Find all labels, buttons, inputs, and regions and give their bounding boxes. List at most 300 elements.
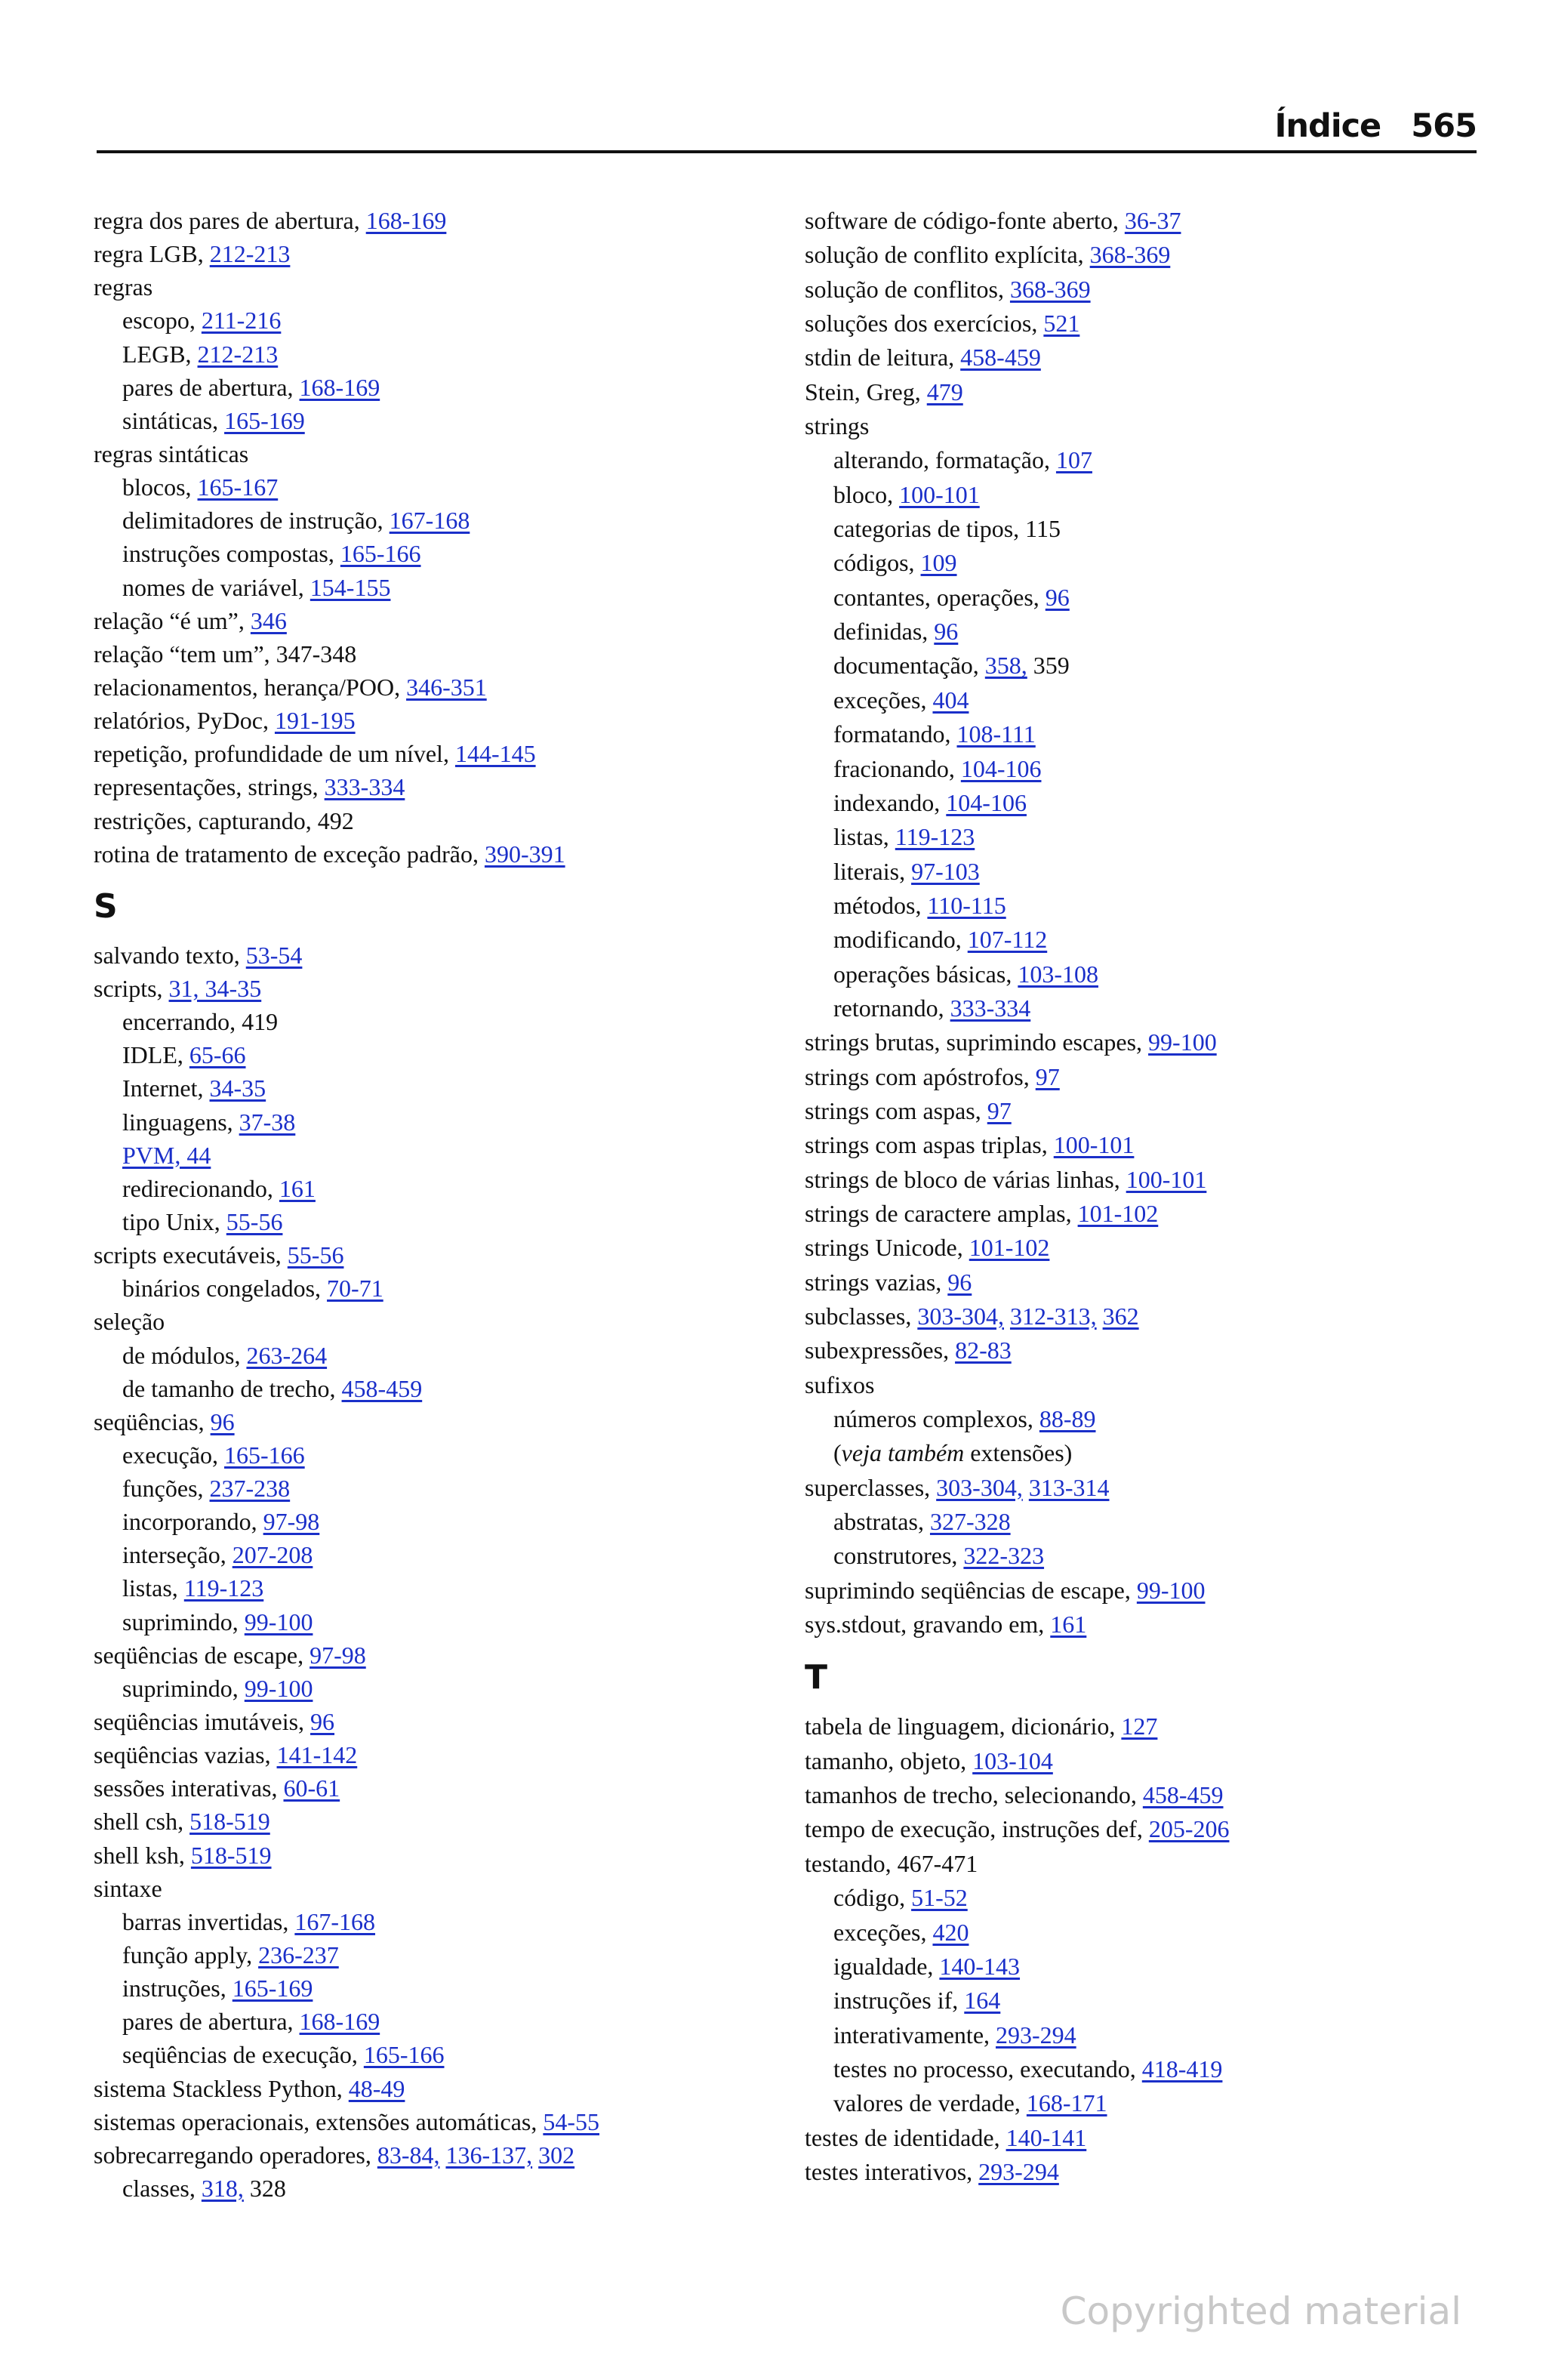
page-ref-link[interactable]: 96 <box>1045 583 1070 611</box>
page-ref-link[interactable]: 103-108 <box>1018 960 1098 988</box>
index-entry <box>94 671 773 704</box>
index-entry <box>94 939 773 972</box>
index-subentry <box>805 1881 1484 1915</box>
page-ref-link[interactable]: 322-323 <box>963 1542 1045 1570</box>
index-subentry <box>805 889 1484 923</box>
index-subentry <box>94 1938 773 1972</box>
entry-term: nomes de variável, <box>122 573 310 601</box>
index-subentry <box>94 1339 773 1372</box>
index-subentry <box>94 404 773 437</box>
entry-term: strings brutas, suprimindo escapes, <box>805 1028 1149 1056</box>
index-entry <box>94 1238 773 1272</box>
entry-term: barras invertidas, <box>122 1907 295 1935</box>
page-ref-link[interactable]: 161 <box>1050 1611 1087 1639</box>
page-ref-link[interactable]: 127 <box>1121 1713 1158 1740</box>
page-ref-link[interactable]: 303-304, <box>917 1303 1004 1330</box>
index-entry <box>805 1197 1484 1231</box>
entry-term: códigos, <box>833 549 921 577</box>
page-ref-link[interactable]: 108-111 <box>956 720 1036 748</box>
entry-term: escopo, <box>122 307 202 334</box>
entry-term: shell csh, <box>94 1808 190 1836</box>
entry-term: fracionando, <box>833 754 961 782</box>
index-subentry <box>94 371 773 404</box>
index-column-left <box>94 204 773 2205</box>
page-ref-link[interactable]: 327-328 <box>929 1508 1011 1536</box>
page-ref-link[interactable]: 167-168 <box>389 507 470 535</box>
page-ref-link[interactable]: 119-123 <box>183 1574 264 1602</box>
entry-term: instruções, <box>122 1975 233 2002</box>
index-subentry <box>94 338 773 371</box>
index-subentry <box>94 1272 773 1305</box>
page-ref-link[interactable]: 212-213 <box>197 340 279 368</box>
index-subentry <box>805 1402 1484 1436</box>
entry-term: tipo Unix, <box>122 1207 226 1235</box>
entry-term: incorporando, <box>122 1508 263 1536</box>
index-entry <box>805 1574 1484 1608</box>
entry-term: suprimindo, <box>122 1674 245 1702</box>
page-ref-link[interactable]: 140-143 <box>939 1952 1021 1980</box>
page-ref-link[interactable]: 53-54 <box>245 941 303 969</box>
entry-term: scripts executáveis, <box>94 1241 288 1269</box>
index-subentry <box>805 957 1484 991</box>
page-ref-link[interactable]: 165-169 <box>224 406 305 434</box>
page-ref-link[interactable]: 99-100 <box>244 1674 313 1702</box>
index-entry <box>805 2155 1484 2189</box>
page-ref-link[interactable]: 109 <box>920 549 957 577</box>
index-entry <box>805 1847 1484 1881</box>
page-number: 565 <box>1411 107 1477 145</box>
page-ref-link[interactable]: 97-98 <box>263 1508 320 1536</box>
page-ref-link[interactable]: 48-49 <box>348 2074 405 2102</box>
page-ref-link[interactable]: 479 <box>926 378 963 405</box>
page-ref-link[interactable]: 96 <box>934 618 959 646</box>
entry-term: relatórios, PyDoc, <box>94 707 275 735</box>
page-ref-link[interactable]: 420 <box>932 1918 969 1946</box>
index-subentry <box>805 786 1484 820</box>
page-ref-link[interactable]: 60-61 <box>283 1774 340 1802</box>
entry-term: literais, <box>833 857 912 885</box>
entry-term: rotina de tratamento de exceção padrão, <box>94 840 485 868</box>
entry-term: regra LGB, <box>94 240 210 268</box>
page-ref-link[interactable]: PVM, 44 <box>122 1141 211 1169</box>
entry-term: métodos, <box>833 891 928 919</box>
index-entry <box>805 307 1484 341</box>
index-subentry <box>805 752 1484 786</box>
index-subentry <box>805 683 1484 717</box>
index-entry <box>94 1305 773 1338</box>
copyright-watermark: Copyrighted material <box>1060 2289 1461 2333</box>
page-ref-link[interactable]: 104-106 <box>960 754 1042 782</box>
index-subentry <box>805 1916 1484 1950</box>
entry-term: solução de conflito explícita, <box>805 241 1090 269</box>
index-subentry <box>805 2052 1484 2086</box>
page-ref-link[interactable]: 101-102 <box>1077 1199 1159 1227</box>
page-ref-link[interactable]: 211-216 <box>201 307 282 334</box>
index-entry <box>94 1771 773 1805</box>
entry-term: solução de conflitos, <box>805 275 1010 303</box>
entry-term: tamanhos de trecho, selecionando, <box>805 1781 1143 1809</box>
index-subentry <box>94 537 773 570</box>
entry-term: shell ksh, <box>94 1841 191 1869</box>
index-entry <box>94 204 773 237</box>
index-entry <box>94 1805 773 1838</box>
index-subentry <box>805 1950 1484 1984</box>
index-entry <box>805 1163 1484 1197</box>
index-subentry <box>805 820 1484 854</box>
page-ref-link[interactable]: 99-100 <box>1136 1576 1206 1604</box>
entry-term: subclasses, <box>805 1303 918 1330</box>
page-ref-link[interactable]: 167-168 <box>294 1907 376 1935</box>
entry-term: binários congelados, <box>122 1275 328 1303</box>
page-ref-link[interactable]: 205-206 <box>1148 1815 1230 1843</box>
index-entry <box>94 604 773 637</box>
entry-term: regras <box>94 273 153 301</box>
page-ref-link[interactable]: 161 <box>279 1174 316 1202</box>
entry-term: contantes, operações, <box>833 583 1046 611</box>
entry-term: tamanho, objeto, <box>805 1746 973 1774</box>
entry-term: strings <box>805 412 870 440</box>
index-subentry <box>805 1436 1484 1470</box>
page-ref-link[interactable]: 191-195 <box>274 707 356 735</box>
entry-term: delimitadores de instrução, <box>122 507 390 535</box>
page-ref-link[interactable]: 404 <box>932 686 969 714</box>
index-subentry <box>94 1139 773 1172</box>
entry-term: blocos, <box>122 473 198 501</box>
index-entry <box>94 270 773 304</box>
entry-term: retornando, <box>833 994 950 1022</box>
entry-term: linguagens, <box>122 1108 239 1136</box>
page-ref-link[interactable]: 55-56 <box>287 1241 344 1269</box>
index-subentry <box>94 504 773 537</box>
page-ref-link[interactable]: 96 <box>210 1407 235 1435</box>
entry-term: suprimindo, <box>122 1608 245 1635</box>
index-subentry <box>805 2086 1484 2120</box>
page-ref-link[interactable]: 83-84, <box>377 2141 440 2169</box>
page-ref-link[interactable]: 212-213 <box>209 240 291 268</box>
index-entry <box>805 1744 1484 1778</box>
entry-term: regra dos pares de abertura, <box>94 207 366 234</box>
index-entry <box>805 341 1484 375</box>
entry-term: função apply, <box>122 1941 259 1969</box>
page-ref-link[interactable]: 302 <box>538 2141 575 2169</box>
entry-term: Internet, <box>122 1074 210 1102</box>
index-subentry <box>805 1539 1484 1573</box>
index-entry <box>805 375 1484 409</box>
page-ref-link[interactable]: 207-208 <box>232 1541 313 1569</box>
page-ref-link[interactable]: 318, <box>201 2175 244 2203</box>
page-ref-link[interactable]: 82-83 <box>955 1336 1012 1364</box>
page-ref-link[interactable]: 97 <box>1035 1062 1060 1090</box>
page-ref-link[interactable]: 107 <box>1055 446 1092 474</box>
page-ref-link[interactable]: 164 <box>964 1987 1001 2015</box>
page-ref-link[interactable]: 99-100 <box>1148 1028 1217 1056</box>
entry-term: sufixos <box>805 1370 875 1398</box>
index-subentry <box>805 581 1484 615</box>
index-entry <box>94 2105 773 2138</box>
page-ref-link[interactable]: 100-101 <box>1126 1165 1207 1193</box>
entry-term: strings de bloco de várias linhas, <box>805 1165 1126 1193</box>
page-ref-link[interactable]: 165-166 <box>363 2041 445 2069</box>
page-ref-link[interactable]: 458-459 <box>1142 1781 1224 1809</box>
page-ref-link[interactable]: 168-169 <box>299 373 380 401</box>
entry-term: stdin de leitura, <box>805 344 961 371</box>
page-ref-link[interactable]: 119-123 <box>895 823 975 851</box>
page-ref-link[interactable]: 99-100 <box>244 1608 313 1635</box>
page-ref-link[interactable]: 168-169 <box>365 207 447 234</box>
entry-term: sintáticas, <box>122 406 225 434</box>
page-ref-link[interactable]: 165-169 <box>232 1975 313 2002</box>
entry-term: interseção, <box>122 1541 233 1569</box>
page-ref-link[interactable]: 97 <box>987 1096 1012 1124</box>
page-ref-link[interactable]: 313-314 <box>1028 1473 1110 1501</box>
page-ref-link[interactable]: 237-238 <box>209 1475 291 1503</box>
index-subentry <box>94 1472 773 1505</box>
entry-term: representações, strings, <box>94 773 325 801</box>
page-ref-link[interactable]: 65-66 <box>189 1041 246 1069</box>
entry-term: relacionamentos, herança/POO, <box>94 673 407 701</box>
page-ref-link[interactable]: 100-101 <box>899 480 980 508</box>
index-entry <box>805 1299 1484 1333</box>
index-entry <box>805 238 1484 272</box>
index-subentry <box>805 649 1484 683</box>
page-ref-link[interactable]: 104-106 <box>946 788 1027 816</box>
index-entry <box>805 1025 1484 1059</box>
index-entry <box>94 2072 773 2105</box>
index-entry <box>94 704 773 737</box>
page-ref-link[interactable]: 165-166 <box>224 1441 305 1469</box>
index-subentry <box>805 717 1484 751</box>
entry-term: alterando, formatação, <box>833 446 1056 474</box>
page-ref-link[interactable]: 140-141 <box>1006 2123 1087 2151</box>
index-entry <box>94 770 773 803</box>
index-entry <box>805 1128 1484 1162</box>
entry-term: sistema Stackless Python, <box>94 2074 349 2102</box>
page-ref-link[interactable]: 97-103 <box>911 857 980 885</box>
entry-term: strings vazias, <box>805 1268 948 1296</box>
entry-term: suprimindo seqüências de escape, <box>805 1576 1137 1604</box>
page-ref-link[interactable]: 55-56 <box>226 1207 283 1235</box>
page-ref-link[interactable]: 96 <box>310 1708 335 1736</box>
entry-term: construtores, <box>833 1542 964 1570</box>
page-ref-link[interactable]: 70-71 <box>327 1275 383 1303</box>
index-entry <box>94 437 773 470</box>
entry-term: seqüências, <box>94 1407 211 1435</box>
index-entry <box>805 1608 1484 1642</box>
page-ref-link[interactable]: 154-155 <box>310 573 391 601</box>
section-letter: S <box>94 886 118 926</box>
index-subentry <box>94 1605 773 1639</box>
entry-term: LEGB, <box>122 340 198 368</box>
index-subentry <box>94 2172 773 2205</box>
page-ref-link[interactable]: 518-519 <box>190 1841 272 1869</box>
index-entry <box>805 1812 1484 1846</box>
page-ref-link[interactable]: 97-98 <box>310 1641 366 1669</box>
entry-term: pares de abertura, <box>122 2008 300 2036</box>
index-subentry <box>94 1505 773 1538</box>
page-ref-link[interactable]: 136-137, <box>445 2141 533 2169</box>
entry-term: scripts, <box>94 974 169 1002</box>
page-ref-link[interactable]: 333-334 <box>950 994 1031 1022</box>
index-subentry <box>94 2005 773 2038</box>
index-subentry <box>805 2018 1484 2052</box>
entry-term: testando, 467-471 <box>805 1849 978 1877</box>
index-subentry <box>94 1571 773 1605</box>
page-ref-link[interactable]: 236-237 <box>258 1941 339 1969</box>
index-entry <box>94 1872 773 1905</box>
section-letter: T <box>805 1658 828 1697</box>
entry-extra-page: 328 <box>243 2175 286 2203</box>
page-ref-link[interactable]: 362 <box>1102 1303 1139 1330</box>
index-subentry <box>94 1672 773 1705</box>
page-ref-link[interactable]: 88-89 <box>1039 1405 1096 1433</box>
page-ref-link[interactable]: 418-419 <box>1141 2055 1223 2082</box>
entry-term: de módulos, <box>122 1341 247 1369</box>
page-ref-link[interactable]: 165-167 <box>197 473 279 501</box>
page-ref-link[interactable]: 34-35 <box>209 1074 266 1102</box>
entry-term: números complexos, <box>833 1405 1039 1433</box>
index-entry <box>94 972 773 1005</box>
entry-term: superclasses, <box>805 1473 937 1501</box>
index-subentry <box>805 923 1484 957</box>
entry-term: sobrecarregando operadores, <box>94 2141 377 2169</box>
page-ref-link[interactable]: 458-459 <box>960 344 1041 371</box>
index-entry <box>94 804 773 837</box>
page-ref-link[interactable]: 107-112 <box>967 926 1048 954</box>
index-entry <box>805 1094 1484 1128</box>
page-ref-link[interactable]: 36-37 <box>1124 207 1181 234</box>
entry-term: testes de identidade, <box>805 2123 1006 2151</box>
index-entry <box>805 2121 1484 2155</box>
page-ref-link[interactable]: 110-115 <box>927 891 1006 919</box>
page-ref-link[interactable]: 165-166 <box>340 540 421 568</box>
index-subentry <box>805 991 1484 1025</box>
entry-term: testes interativos, <box>805 2157 979 2185</box>
entry-term: documentação, <box>833 652 985 680</box>
page-ref-link[interactable]: 303-304, <box>936 1473 1023 1501</box>
entry-term: tabela de linguagem, dicionário, <box>805 1713 1122 1740</box>
page-ref-link[interactable]: 168-171 <box>1026 2089 1107 2117</box>
index-subentry <box>94 1105 773 1139</box>
index-subentry <box>94 304 773 337</box>
index-subentry <box>94 1372 773 1405</box>
entry-term: definidas, <box>833 618 935 646</box>
entry-term: seqüências imutáveis, <box>94 1708 311 1736</box>
index-entry <box>94 1839 773 1872</box>
page-ref-link[interactable]: 333-334 <box>324 773 405 801</box>
index-entry <box>94 1705 773 1738</box>
page-ref-link[interactable]: 144-145 <box>454 740 536 768</box>
index-subentry <box>94 1038 773 1071</box>
page-ref-link[interactable]: 54-55 <box>543 2107 600 2135</box>
entry-term: valores de verdade, <box>833 2089 1027 2117</box>
index-entry <box>805 1266 1484 1299</box>
entry-term: soluções dos exercícios, <box>805 310 1044 338</box>
entry-term: exceções, <box>833 686 933 714</box>
entry-term: listas, <box>122 1574 184 1602</box>
entry-term: abstratas, <box>833 1508 930 1536</box>
page-ref-link[interactable]: 368-369 <box>1009 275 1091 303</box>
page-ref-link[interactable]: 37-38 <box>239 1108 296 1136</box>
entry-term: execução, <box>122 1441 225 1469</box>
index-subentry <box>94 2038 773 2071</box>
index-subentry <box>94 1172 773 1205</box>
entry-term: regras sintáticas <box>94 439 249 467</box>
page-ref-link[interactable]: 100-101 <box>1053 1131 1135 1159</box>
page-ref-link[interactable]: 293-294 <box>996 2021 1076 2049</box>
entry-term: strings com apóstrofos, <box>805 1062 1036 1090</box>
entry-term: seqüências de execução, <box>122 2041 364 2069</box>
header-rule <box>97 150 1477 153</box>
entry-term: strings com aspas, <box>805 1096 987 1124</box>
index-entry <box>94 1738 773 1771</box>
page-ref-link[interactable]: 358, <box>984 652 1027 680</box>
page-ref-link[interactable]: 521 <box>1043 310 1080 338</box>
index-subentry <box>94 1205 773 1238</box>
page-ref-link[interactable]: 101-102 <box>969 1234 1050 1262</box>
entry-term: Stein, Greg, <box>805 378 927 405</box>
entry-term: software de código-fonte aberto, <box>805 207 1125 234</box>
entry-term: redirecionando, <box>122 1174 279 1202</box>
page-ref-link[interactable]: 390-391 <box>484 840 565 868</box>
entry-term: código, <box>833 1884 912 1912</box>
page-ref-link[interactable]: 293-294 <box>978 2157 1059 2185</box>
entry-term: modificando, <box>833 926 968 954</box>
index-column-right <box>805 204 1484 2189</box>
entry-extra-page: 359 <box>1027 652 1070 680</box>
entry-term: seqüências de escape, <box>94 1641 310 1669</box>
entry-term: listas, <box>833 823 895 851</box>
index-entry <box>805 204 1484 238</box>
page-ref-link[interactable]: 518-519 <box>189 1808 270 1836</box>
index-entry <box>94 2138 773 2172</box>
entry-term: sys.stdout, gravando em, <box>805 1611 1051 1639</box>
index-subentry <box>805 546 1484 580</box>
entry-term: testes no processo, executando, <box>833 2055 1142 2082</box>
page-ref-link[interactable]: 141-142 <box>276 1741 358 1769</box>
page-ref-link[interactable]: 31, 34-35 <box>168 974 262 1002</box>
index-subentry <box>94 1972 773 2005</box>
index-entry <box>805 1368 1484 1402</box>
index-subentry <box>805 615 1484 649</box>
page-ref-link[interactable]: 368-369 <box>1089 241 1171 269</box>
page-ref-link[interactable]: 458-459 <box>341 1374 423 1402</box>
entry-term: indexando, <box>833 788 947 816</box>
page-ref-link[interactable]: 263-264 <box>246 1341 328 1369</box>
index-entry <box>805 1709 1484 1743</box>
entry-term: formatando, <box>833 720 957 748</box>
page-ref-link[interactable]: 96 <box>947 1268 972 1296</box>
index-entry <box>94 737 773 770</box>
entry-term: relação “é um”, <box>94 606 251 634</box>
page-ref-link[interactable]: 168-169 <box>299 2008 380 2036</box>
index-entry <box>94 1639 773 1672</box>
entry-term: categorias de tipos, 115 <box>833 515 1061 543</box>
index-subentry <box>94 1905 773 1938</box>
page-ref-link[interactable]: 103-104 <box>972 1746 1053 1774</box>
index-entry <box>805 1471 1484 1505</box>
page-ref-link[interactable]: 312-313, <box>1009 1303 1097 1330</box>
entry-term: classes, <box>122 2175 202 2203</box>
page-ref-link[interactable]: 51-52 <box>911 1884 968 1912</box>
page-ref-link[interactable]: 346 <box>250 606 287 634</box>
index-subentry <box>94 1005 773 1038</box>
entry-term: sessões interativas, <box>94 1774 284 1802</box>
index-subentry <box>94 571 773 604</box>
entry-term: seqüências vazias, <box>94 1741 277 1769</box>
page-ref-link[interactable]: 346-351 <box>406 673 487 701</box>
index-entry <box>805 1060 1484 1094</box>
entry-term: salvando texto, <box>94 941 246 969</box>
